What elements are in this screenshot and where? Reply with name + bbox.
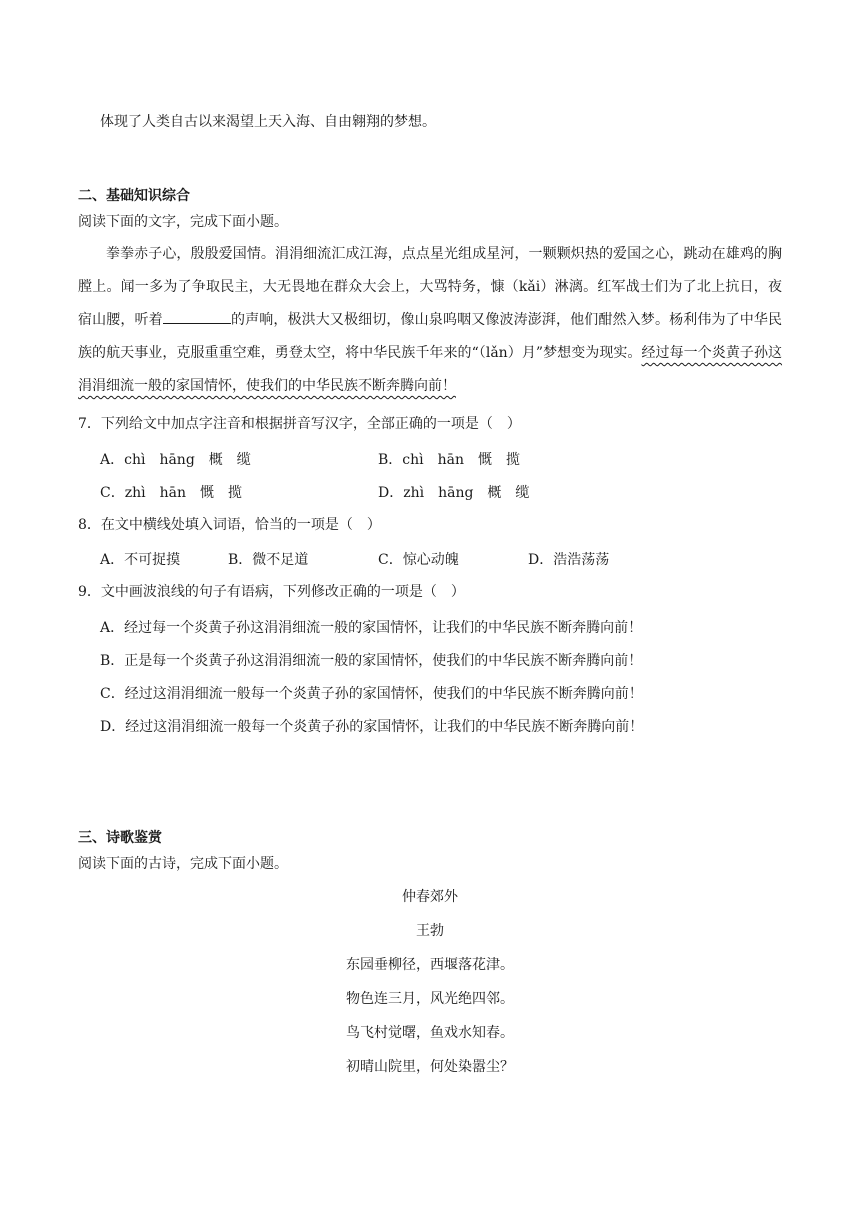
q8-option-a: A．不可捉摸 xyxy=(100,552,181,568)
q7-option-d: D．zhì hāng 概 缆 xyxy=(378,485,530,501)
q7-option-c: C．zhì hān 慨 揽 xyxy=(100,485,242,501)
reading-passage xyxy=(78,238,782,403)
q9-option-a: A．经过每一个炎黄子孙这涓涓细流一般的家国情怀，让我们的中华民族不断奔腾向前！ xyxy=(100,620,643,636)
poem-author: 王勃 xyxy=(416,923,444,939)
poem-title: 仲春郊外 xyxy=(402,889,458,905)
section3-heading: 三、诗歌鉴赏 xyxy=(78,830,162,846)
fill-blank xyxy=(163,309,231,324)
q7-stem: 7．下列给文中加点字注音和根据拼音写汉字，全部正确的一项是（ ） xyxy=(78,416,521,432)
q8-option-d: D．浩浩荡荡 xyxy=(528,552,610,568)
q9-option-c: C．经过这涓涓细流一般每一个炎黄子孙的家国情怀，使我们的中华民族不断奔腾向前！ xyxy=(100,686,643,702)
poem-line-1: 东园垂柳径，西堰落花津。 xyxy=(346,957,514,973)
q7-option-b: B．chì hān 慨 揽 xyxy=(378,452,521,468)
q8-stem: 8．在文中横线处填入词语，恰当的一项是（ ） xyxy=(78,517,381,533)
passage-part1: 拳拳赤子心，殷殷爱国情。涓涓细流汇成江海，点点星光组成星河，一颗颗炽热的爱国之心，跳动在雄鸡的胸膛上。闻一多为了争取民主，大无畏地在群众大会上，大骂特务，慷（kǎi）淋漓。红军战士们为了北上抗日，夜宿山腰，听着 xyxy=(78,246,782,328)
q9-option-d: D．经过这涓涓细流一般每一个炎黄子孙的家国情怀，让我们的中华民族不断奔腾向前！ xyxy=(100,719,644,735)
section2-instruction: 阅读下面的文字，完成下面小题。 xyxy=(78,214,288,230)
poem-line-2: 物色连三月，风光绝四邻。 xyxy=(346,991,514,1007)
poem-line-3: 鸟飞村觉曙，鱼戏水知春。 xyxy=(346,1025,514,1041)
q8-option-c: C．惊心动魄 xyxy=(378,552,459,568)
q9-option-b: B．正是每一个炎黄子孙这涓涓细流一般的家国情怀，使我们的中华民族不断奔腾向前！ xyxy=(100,653,643,669)
passage-part2: 的声响，极洪大又极细切，像山泉呜咽又像波涛澎湃，他们酣然入梦。杨利伟为了中华民族的航天事业，克服重重空难，勇登太空，将中华民族千年来的“（lǎn）月”梦想变为现实。 xyxy=(78,312,783,361)
poem-line-4: 初晴山院里，何处染嚣尘？ xyxy=(346,1059,514,1075)
q7-option-a: A．chì hāng 概 缆 xyxy=(100,452,251,468)
section2-heading: 二、基础知识综合 xyxy=(78,188,190,204)
q8-option-b: B．微不足道 xyxy=(228,552,309,568)
intro-line: 体现了人类自古以来渴望上天入海、自由翱翔的梦想。 xyxy=(100,114,436,130)
q9-stem: 9．文中画波浪线的句子有语病，下列修改正确的一项是（ ） xyxy=(78,584,465,600)
wavy-sentence: 经过每一个炎黄子孙这涓涓细流一般的家国情怀，使我们的中华民族不断奔腾向前！ xyxy=(78,345,783,394)
section3-instruction: 阅读下面的古诗，完成下面小题。 xyxy=(78,856,288,872)
